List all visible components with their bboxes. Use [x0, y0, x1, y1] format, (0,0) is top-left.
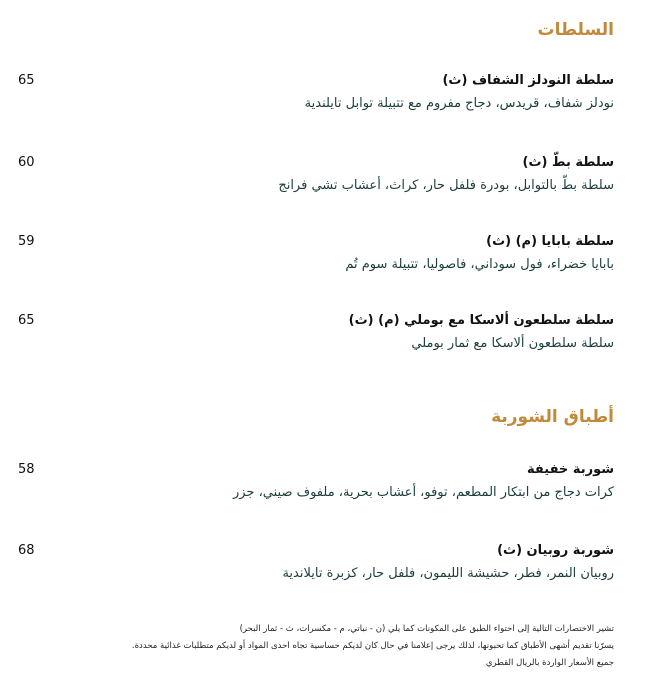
menu-item [18, 234, 614, 278]
footnotes [18, 621, 614, 672]
abbreviations-note: تشير الاختصارات التالية إلى احتواء الطبق على المكونات كما يلي (ن - نباتي، م - مكسرات، ث - ثمار البحر) [239, 624, 614, 634]
menu-item [18, 155, 614, 199]
salads-section-title: السلطات [537, 20, 614, 40]
item-price: 60 [18, 155, 35, 170]
item-description: كرات دجاج من ابتكار المطعم، توفو، أعشاب بحرية، ملفوف صيني، جزر [232, 485, 614, 500]
prices-note: جميع الأسعار الواردة بالريال القطري [485, 658, 614, 668]
item-name: شوربة روبيان (ث) [497, 543, 614, 558]
item-price: 65 [18, 73, 35, 88]
item-name: سلطة النودلز الشفاف (ث) [442, 73, 614, 88]
item-description: نودلز شفاف، قريدس، دجاج مفروم مع تتبيلة توابل تايلندية [304, 96, 614, 111]
item-name: سلطة بطّ (ث) [522, 155, 614, 170]
soups-section-title: أطباق الشوربة [491, 407, 614, 427]
item-description: بابايا خضراء، فول سوداني، فاصوليا، تتبيلة سوم تُم [345, 257, 614, 272]
item-price: 58 [18, 462, 35, 477]
item-price: 59 [18, 234, 35, 249]
item-name: شوربة خفيفة [527, 462, 614, 477]
menu-item [18, 543, 614, 587]
menu-item [18, 313, 614, 357]
item-description: سلطة بطّ بالتوابل، بودرة فلفل حار، كراث، أعشاب تشي فرانج [278, 178, 614, 193]
allergy-note: يسرّنا تقديم أشهى الأطباق كما تحبونها، لذلك يرجى إعلامنا في حال كان لديكم حساسية تجاه احدى المواد أو لديكم متطلبات غذائية محددة. [131, 641, 614, 651]
menu-item [18, 462, 614, 506]
item-price: 68 [18, 543, 35, 558]
item-name: سلطة سلطعون ألاسكا مع بوملي (م) (ث) [348, 313, 614, 328]
item-price: 65 [18, 313, 35, 328]
item-name: سلطة بابايا (م) (ث) [486, 234, 614, 249]
item-description: روبيان النمر، فطر، حشيشة الليمون، فلفل حار، كزبرة تايلاندية [282, 566, 614, 581]
menu-item [18, 73, 614, 117]
item-description: سلطة سلطعون ألاسكا مع ثمار بوملي [411, 336, 614, 351]
